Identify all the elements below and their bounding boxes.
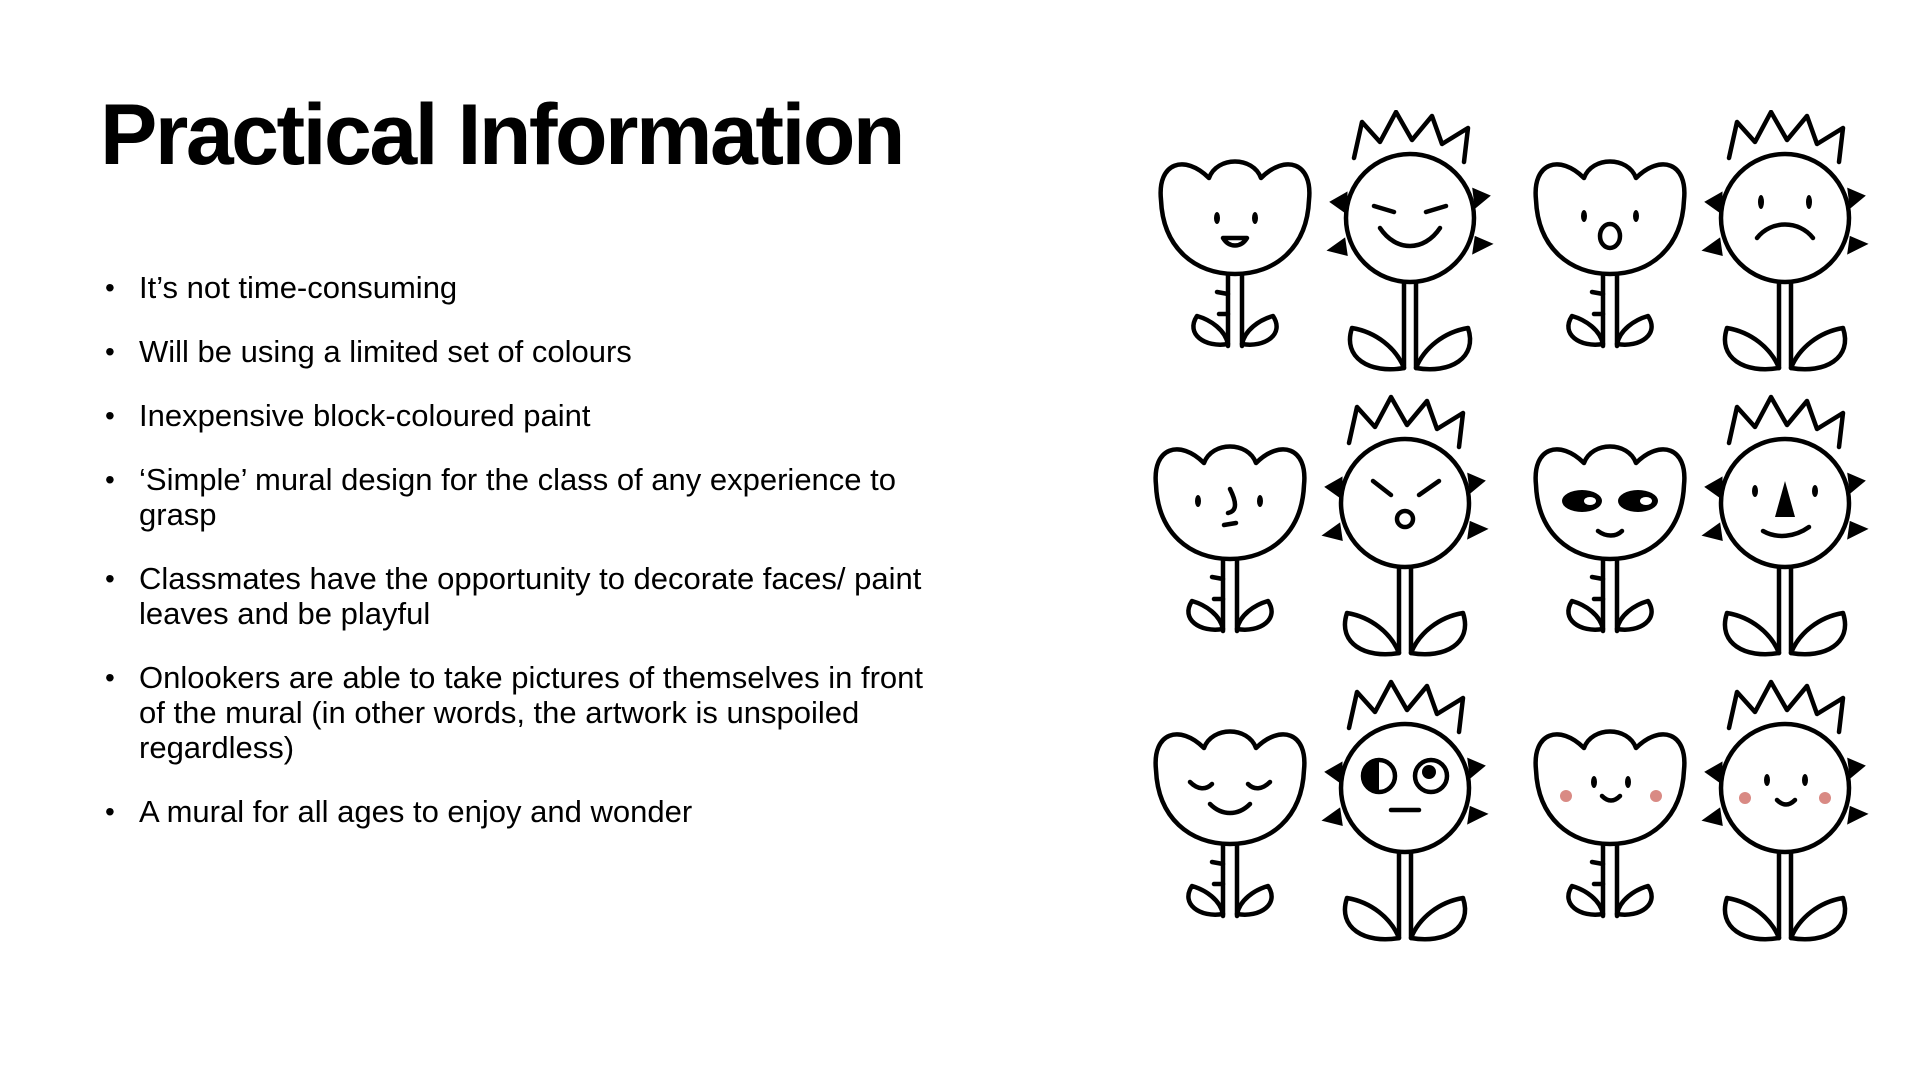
tulip-flower-blush-smile [1536,732,1685,917]
crown-sun-flower-blush-smile [1705,682,1865,939]
tulip-flower-shifty-eyes [1536,447,1685,632]
bullet-item: • Classmates have the opportunity to decorate faces/ paint leaves and be playful [105,561,925,631]
slide-title: Practical Information [100,87,903,183]
tulip-flower-content [1156,732,1305,917]
crown-sun-flower-angry [1325,397,1485,654]
tulip-flower-surprised [1536,162,1685,347]
flower-faces-illustration [1120,110,1880,970]
bullet-item: • Inexpensive block-coloured paint [105,398,925,433]
bullet-item: • ‘Simple’ mural design for the class of any experience to grasp [105,462,925,532]
crown-sun-flower-wide-eyes [1325,682,1485,939]
bullet-item: • It’s not time-consuming [105,270,925,305]
bullet-item: • Will be using a limited set of colours [105,334,925,369]
bullet-list [105,270,925,858]
crown-sun-flower-smirk [1330,112,1490,369]
bullet-item: • A mural for all ages to enjoy and wonder [105,794,925,829]
crown-sun-flower-triangle-nose [1705,397,1865,654]
bullet-item: • Onlookers are able to take pictures of themselves in front of the mural (in other words, the artwork is unspoiled regardless) [105,660,925,765]
crown-sun-flower-sad [1705,112,1865,369]
tulip-flower-open-smile [1161,162,1310,347]
tulip-flower-nose [1156,447,1305,632]
